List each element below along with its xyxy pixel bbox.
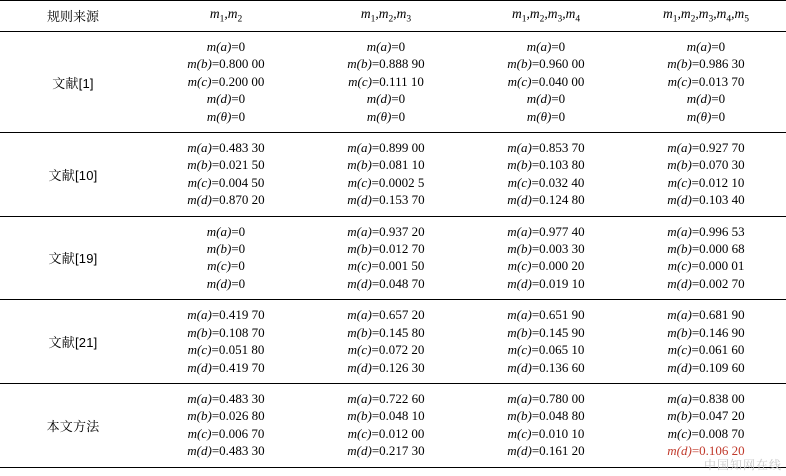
mass-value-line: m(a)=0.977 40	[507, 223, 585, 239]
row-source-label: 文献[1]	[0, 32, 146, 133]
result-cell	[466, 32, 626, 133]
mass-value-line: m(b)=0.146 90	[667, 324, 745, 340]
mass-value-line: m(b)=0.986 30	[667, 56, 745, 72]
mass-value-line: m(a)=0	[526, 39, 566, 54]
mass-value-line: m(d)=0.419 70	[187, 359, 265, 375]
mass-value-line: m(c)=0.061 60	[667, 342, 745, 358]
mass-value-line: m(d)=0.109 60	[667, 359, 745, 375]
mass-value-line: m(b)=0.021 50	[187, 157, 265, 173]
mass-value-line: m(d)=0.483 30	[187, 443, 265, 459]
mass-value-line: m(a)=0.483 30	[187, 140, 265, 156]
mass-value-line: m(c)=0.001 50	[347, 258, 425, 274]
mass-value-line: m(b)=0.145 90	[507, 324, 585, 340]
result-cell	[306, 216, 466, 300]
mass-value-line: m(a)=0.927 70	[667, 140, 745, 156]
result-cell	[626, 216, 786, 300]
mass-value-line: m(θ)=0	[526, 108, 566, 124]
mass-value-line: m(d)=0.103 40	[667, 192, 745, 208]
mass-value-line: m(d)=0	[206, 275, 246, 291]
result-cell	[466, 133, 626, 217]
result-cell	[306, 383, 466, 467]
result-cell	[146, 383, 306, 467]
mass-value-line: m(b)=0.026 80	[187, 408, 265, 424]
cell-lines	[626, 300, 786, 383]
mass-value-line: m(c)=0.111 10	[348, 73, 424, 89]
column-header-m1m2m3: $m_1,m_2,m_3$	[306, 1, 466, 32]
mass-value-line: m(b)=0.800 00	[187, 56, 265, 72]
mass-value-line: m(d)=0.126 30	[347, 359, 425, 375]
mass-value-line: m(b)=0.000 68	[667, 241, 745, 257]
mass-value-line: m(a)=0.483 30	[187, 390, 265, 406]
result-cell	[466, 383, 626, 467]
result-cell	[626, 133, 786, 217]
cell-lines	[626, 384, 786, 467]
mass-value-line: m(c)=0.032 40	[507, 174, 585, 190]
mass-value-line: m(a)=0	[206, 223, 246, 239]
mass-value-line: m(θ)=0	[366, 108, 406, 124]
column-header-source: 规则来源	[0, 1, 146, 32]
mass-value-line: m(d)=0.106 20	[667, 443, 745, 459]
cell-lines	[146, 300, 306, 383]
mass-value-line: m(b)=0	[206, 241, 246, 257]
mass-value-line: m(b)=0.003 30	[507, 241, 585, 257]
mass-value-line: m(b)=0.103 80	[507, 157, 585, 173]
mass-value-line: m(b)=0.888 90	[347, 56, 425, 72]
mass-value-line: m(a)=0	[686, 39, 726, 54]
header-row	[0, 1, 786, 32]
result-cell	[146, 300, 306, 384]
cell-lines	[466, 217, 626, 300]
mass-value-line: m(a)=0.722 60	[347, 390, 425, 406]
column-header-m1m2: $m_1,m_2$	[146, 1, 306, 32]
result-cell	[626, 32, 786, 133]
mass-value-line: m(b)=0.048 80	[507, 408, 585, 424]
table-body	[0, 32, 786, 468]
cell-lines	[306, 32, 466, 132]
mass-value-line: m(a)=0.780 00	[507, 390, 585, 406]
mass-value-line: m(c)=0.065 10	[507, 342, 585, 358]
mass-value-line: m(b)=0.048 10	[347, 408, 425, 424]
mass-value-line: m(d)=0	[366, 91, 406, 107]
mass-value-line: m(d)=0	[526, 91, 566, 107]
mass-value-line: m(c)=0.012 00	[347, 425, 425, 441]
mass-value-line: m(a)=0.838 00	[667, 390, 745, 406]
row-source-label: 本文方法	[0, 383, 146, 467]
table-row	[0, 133, 786, 217]
mass-value-line: m(c)=0.200 00	[187, 73, 265, 89]
mass-value-line: m(a)=0.996 53	[667, 223, 745, 239]
cell-lines	[146, 133, 306, 216]
result-cell	[306, 32, 466, 133]
mass-value-line: m(a)=0.681 90	[667, 307, 745, 323]
mass-value-line: m(d)=0.019 10	[507, 275, 585, 291]
result-cell	[626, 300, 786, 384]
mass-value-line: m(a)=0.937 20	[347, 223, 425, 239]
mass-value-line: m(c)=0.0002 5	[347, 174, 425, 190]
result-cell	[466, 216, 626, 300]
cell-lines	[466, 300, 626, 383]
result-cell	[306, 300, 466, 384]
mass-value-line: m(c)=0.004 50	[187, 174, 265, 190]
mass-value-line: m(a)=0.651 90	[507, 307, 585, 323]
mass-value-line: m(a)=0.899 00	[347, 140, 425, 156]
result-cell	[146, 32, 306, 133]
mass-value-line: m(b)=0.047 20	[667, 408, 745, 424]
table-row	[0, 216, 786, 300]
cell-lines	[626, 32, 786, 132]
row-source-label: 文献[21]	[0, 300, 146, 384]
cell-lines	[306, 217, 466, 300]
mass-value-line: m(a)=0	[206, 39, 246, 54]
cell-lines	[626, 217, 786, 300]
cell-lines	[466, 133, 626, 216]
mass-value-line: m(d)=0.217 30	[347, 443, 425, 459]
table-head	[0, 1, 786, 32]
cell-lines	[146, 32, 306, 132]
mass-value-line: m(b)=0.108 70	[187, 324, 265, 340]
mass-value-line: m(a)=0.657 20	[347, 307, 425, 323]
mass-value-line: m(c)=0.000 01	[667, 258, 745, 274]
cell-lines	[626, 133, 786, 216]
mass-value-line: m(c)=0.010 10	[507, 425, 585, 441]
row-source-label: 文献[19]	[0, 216, 146, 300]
cell-lines	[466, 384, 626, 467]
cell-lines	[306, 300, 466, 383]
mass-value-line: m(c)=0.000 20	[507, 258, 585, 274]
mass-value-line: m(c)=0.012 10	[667, 174, 745, 190]
mass-value-line: m(b)=0.012 70	[347, 241, 425, 257]
mass-value-line: m(c)=0	[207, 258, 245, 274]
column-header-m1m2m3m4: $m_1,m_2,m_3,m_4$	[466, 1, 626, 32]
cell-lines	[306, 384, 466, 467]
mass-value-line: m(a)=0.419 70	[187, 307, 265, 323]
mass-value-line: m(b)=0.145 80	[347, 324, 425, 340]
mass-value-line: m(d)=0.048 70	[347, 275, 425, 291]
mass-value-line: m(d)=0	[686, 91, 726, 107]
cell-lines	[306, 133, 466, 216]
mass-value-line: m(a)=0.853 70	[507, 140, 585, 156]
mass-value-line: m(c)=0.072 20	[347, 342, 425, 358]
table-row	[0, 32, 786, 133]
column-header-m1m2m3m4m5: $m_1,m_2,m_3,m_4,m_5$	[626, 1, 786, 32]
cell-lines	[466, 32, 626, 132]
mass-value-line: m(d)=0.870 20	[187, 192, 265, 208]
result-cell	[626, 383, 786, 467]
mass-value-line: m(d)=0	[206, 91, 246, 107]
mass-value-line: m(b)=0.081 10	[347, 157, 425, 173]
mass-value-line: m(b)=0.070 30	[667, 157, 745, 173]
result-cell	[146, 133, 306, 217]
table-row	[0, 383, 786, 467]
mass-value-line: m(c)=0.040 00	[507, 73, 585, 89]
mass-value-line: m(c)=0.013 70	[667, 73, 745, 89]
table-row	[0, 300, 786, 384]
mass-value-line: m(d)=0.136 60	[507, 359, 585, 375]
mass-value-line: m(d)=0.124 80	[507, 192, 585, 208]
mass-value-line: m(a)=0	[366, 39, 406, 54]
result-cell	[306, 133, 466, 217]
mass-value-line: m(θ)=0	[206, 108, 246, 124]
mass-value-line: m(b)=0.960 00	[507, 56, 585, 72]
cell-lines	[146, 384, 306, 467]
row-source-label: 文献[10]	[0, 133, 146, 217]
result-cell	[466, 300, 626, 384]
mass-value-line: m(c)=0.006 70	[187, 425, 265, 441]
mass-value-line: m(d)=0.161 20	[507, 443, 585, 459]
watermark-label: 中国知网在线	[703, 458, 782, 472]
mass-value-line: m(c)=0.008 70	[667, 425, 745, 441]
result-cell	[146, 216, 306, 300]
mass-value-line: m(c)=0.051 80	[187, 342, 265, 358]
cell-lines	[146, 217, 306, 300]
mass-value-line: m(θ)=0	[686, 108, 726, 124]
mass-value-line: m(d)=0.002 70	[667, 275, 745, 291]
mass-value-line: m(d)=0.153 70	[347, 192, 425, 208]
